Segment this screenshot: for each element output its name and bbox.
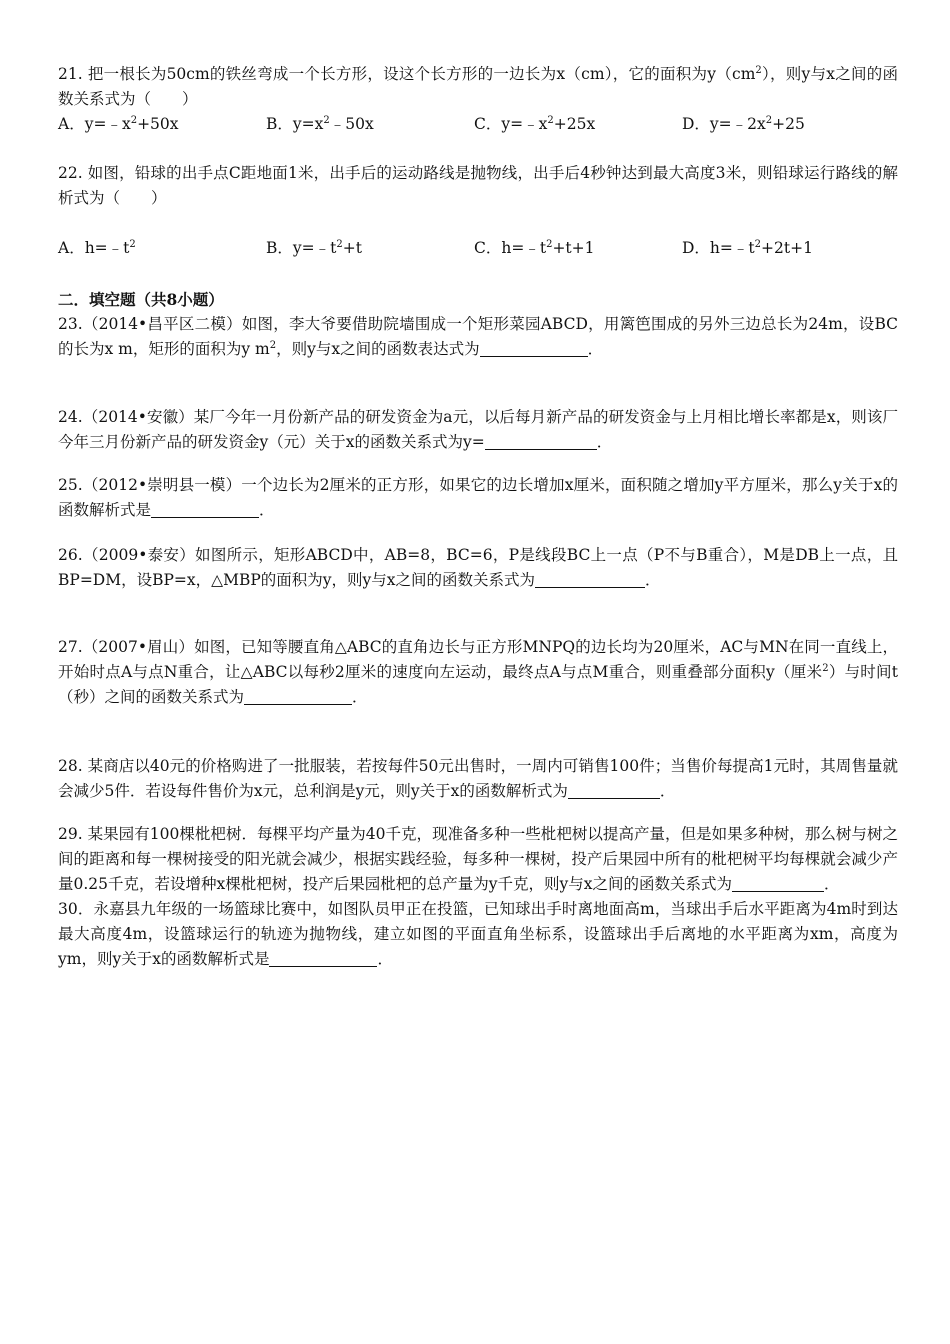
- question-30: 30．永嘉县九年级的一场篮球比赛中，如图队员甲正在投篮，已知球出手时离地面高m，当球出手后水平距离为4m时到达最大高度4m，设篮球运行的轨迹为抛物线，建立如图的平面直角坐标系，设篮球出手后离地的水平距离为xm，高度为ym，则y关于x的函数解析式是 ．: [58, 900, 898, 968]
- question-22-text: 22. 如图，铅球的出手点C距地面1米，出手后的运动路线是抛物线，出手后4秒钟达到最大高度3米，则铅球运行路线的解析式为（ ）: [58, 164, 898, 207]
- option-a[interactable]: A．$h=﹣t^2$: [58, 239, 136, 257]
- section-heading: 二．填空题（共8小题）: [58, 290, 224, 309]
- option-b[interactable]: B．$y=x^2﹣50x$: [266, 115, 374, 133]
- option-d[interactable]: D．$h=﹣t^2+2t+1$: [682, 239, 813, 257]
- answer-blank[interactable]: [732, 875, 824, 892]
- answer-blank[interactable]: [480, 340, 588, 357]
- option-b[interactable]: B．$y=﹣t^2+t$: [266, 239, 362, 257]
- question-22-options: [58, 236, 898, 261]
- answer-blank[interactable]: [568, 782, 660, 799]
- superscript: 2: [755, 65, 762, 76]
- option-a[interactable]: A．$y=﹣x^2+50x$: [58, 115, 179, 133]
- question-23: 23.（2014•昌平区二模）如图，李大爷要借助院墙围成一个矩形菜园ABCD，用篱笆围成的另外三边总长为24m，设BC的长为x m，矩形的面积为y $m^2$，则y与x之间的函数表达式为 ．: [58, 315, 898, 358]
- question-22: [58, 161, 898, 211]
- superscript: 2: [269, 340, 277, 351]
- answer-blank[interactable]: [244, 688, 352, 705]
- superscript: 2: [822, 663, 829, 674]
- question-27: 27.（2007•眉山）如图，已知等腰直角△ABC的直角边长与正方形MNPQ的边长均为20厘米，AC与MN在同一直线上，开始时点A与点N重合，让△ABC以每秒2厘米的速度向左运动，最终点A与点M重合，则重叠部分面积y（厘米$^2$）与时间t（秒）之间的函数关系式为 ．: [58, 638, 899, 706]
- question-26: 26.（2009•泰安）如图所示，矩形ABCD中，AB=8，BC=6，P是线段BC上一点（P不与B重合），M是DB上一点，且BP=DM，设BP=x，△MBP的面积为y，则y与x之间的函数关系式为 ．: [58, 546, 898, 589]
- answer-blank[interactable]: [269, 950, 377, 967]
- question-21-options: [58, 112, 898, 137]
- answer-blank[interactable]: [535, 571, 645, 588]
- document-page: [58, 62, 898, 972]
- option-c[interactable]: C．$y=﹣x^2+25x$: [474, 115, 596, 133]
- question-25: 25.（2012•崇明县一模）一个边长为2厘米的正方形，如果它的边长增加x厘米，面积随之增加y平方厘米，那么y关于x的函数解析式是 ．: [58, 476, 898, 519]
- question-28: 28. 某商店以40元的价格购进了一批服装，若按每件50元出售时，一周内可销售100件；当售价每提高1元时，其周售量就会减少5件．若设每件售价为x元，总利润是y元，则y关于x的函数解析式为 ．: [58, 757, 898, 800]
- answer-blank[interactable]: [151, 501, 259, 518]
- answer-blank[interactable]: [485, 433, 597, 450]
- question-24: 24.（2014•安徽）某厂今年一月份新产品的研发资金为a元，以后每月新产品的研发资金与上月相比增长率都是x，则该厂今年三月份新产品的研发资金y（元）关于x的函数关系式为y= ．: [58, 408, 898, 451]
- question-29: 29. 某果园有100棵枇杷树．每棵平均产量为40千克，现准备多种一些枇杷树以提高产量，但是如果多种树，那么树与树之间的距离和每一棵树接受的阳光就会减少，根据实践经验，每多种一棵树，投产后果园中所有的枇杷树平均每棵就会减少产量0.25千克，若设增种x棵枇杷树，投产后果园枇杷的总产量为y千克，则y与x之间的函数关系式为 ．: [58, 825, 898, 893]
- question-21-text-end: ），则y与x之间的函数关系式为（ ）: [58, 65, 899, 108]
- option-d[interactable]: D．$y=﹣2x^2+25$: [682, 115, 805, 133]
- question-21-text: 21. 把一根长为50cm的铁丝弯成一个长方形，设这个长方形的一边长为x（cm），它的面积为y（cm: [58, 65, 756, 83]
- option-c[interactable]: C．$h=﹣t^2+t+1$: [474, 239, 595, 257]
- question-21: [58, 62, 898, 112]
